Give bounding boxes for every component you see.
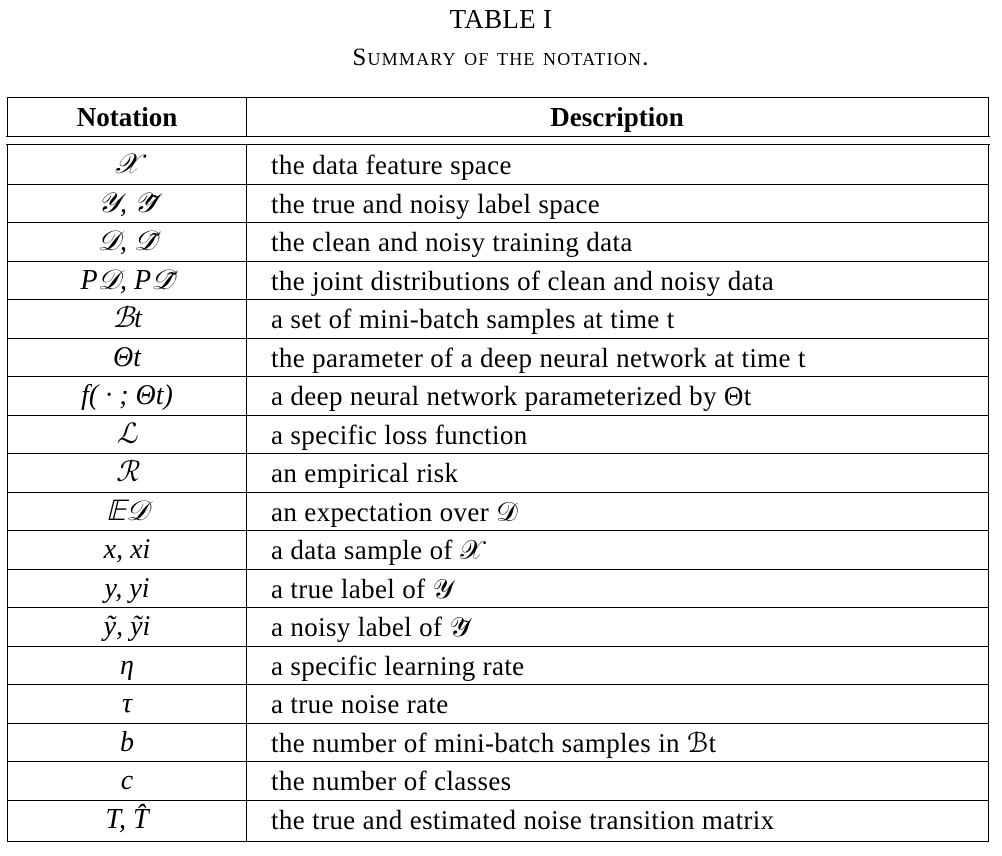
table-row (8, 762, 988, 801)
table-row (8, 339, 988, 378)
header-double-rule (6, 136, 989, 145)
table-title: TABLE I (449, 4, 553, 34)
table-row (8, 185, 988, 224)
table-row (8, 300, 988, 339)
notation-table (7, 97, 989, 842)
description-cell: an empirical risk (271, 458, 459, 488)
description-cell: the number of mini-batch samples in ℬt (271, 727, 717, 758)
description-cell: a specific learning rate (271, 650, 525, 681)
table-row (8, 608, 988, 647)
description-cell: the true and noisy label space (271, 188, 601, 219)
notation-cell: 𝒳 (114, 149, 140, 180)
description-cell: a deep neural network parameterized by Θt (271, 381, 752, 411)
notation-cell: c (120, 765, 134, 796)
notation-cell: x, xi (103, 534, 151, 565)
table-row (8, 223, 988, 262)
description-cell: a set of mini-batch samples at time t (271, 304, 675, 334)
notation-cell: b (120, 726, 134, 758)
notation-cell: f( · ; Θt) (81, 380, 173, 411)
table-subtitle: Summary of the notation. (352, 44, 650, 71)
table-row (8, 454, 988, 493)
table-row (8, 724, 988, 763)
notation-cell: ℒ (116, 418, 138, 450)
description-cell: the clean and noisy training data (271, 227, 633, 257)
description-cell: the parameter of a deep neural network at time t (271, 342, 806, 373)
table-row (8, 146, 988, 185)
notation-cell: P𝒟, P𝒟̃ (80, 264, 174, 296)
header-description: Description (550, 102, 684, 132)
table-row (8, 801, 988, 841)
notation-cell: ỹ, ỹi (103, 611, 151, 642)
table-row (8, 531, 988, 570)
notation-cell: 𝒴, 𝒴̃ (98, 187, 156, 219)
header-notation: Notation (76, 102, 178, 132)
description-cell: the data feature space (271, 150, 512, 180)
notation-cell: τ (121, 688, 133, 719)
description-cell: the true and estimated noise transition matrix (271, 804, 775, 835)
notation-cell: η (120, 649, 134, 681)
table-row (8, 647, 988, 686)
table-header-row (8, 98, 988, 137)
notation-cell: Θt (113, 341, 141, 373)
table-row (8, 570, 988, 609)
description-cell: a data sample of 𝒳 (271, 535, 484, 565)
notation-cell: ℬt (112, 303, 142, 334)
table-row (8, 416, 988, 455)
description-cell: an expectation over 𝒟 (271, 496, 519, 527)
notation-cell: y, yi (104, 572, 150, 604)
notation-cell: 𝒟, 𝒟̃ (97, 226, 157, 257)
table-row (8, 377, 988, 416)
notation-cell: ℛ (115, 457, 139, 488)
description-cell: the joint distributions of clean and noisy data (271, 265, 775, 296)
description-cell: a true label of 𝒴 (271, 573, 455, 604)
notation-cell: T, T̂ (105, 803, 149, 835)
table-row (8, 493, 988, 532)
description-cell: a specific loss function (271, 419, 528, 450)
table-row (8, 262, 988, 301)
table-body (8, 146, 988, 841)
table-row (8, 685, 988, 724)
description-cell: the number of classes (271, 766, 512, 796)
notation-cell: 𝔼𝒟 (105, 495, 149, 527)
description-cell: a true noise rate (271, 689, 449, 719)
description-cell: a noisy label of 𝒴̃ (271, 612, 471, 642)
